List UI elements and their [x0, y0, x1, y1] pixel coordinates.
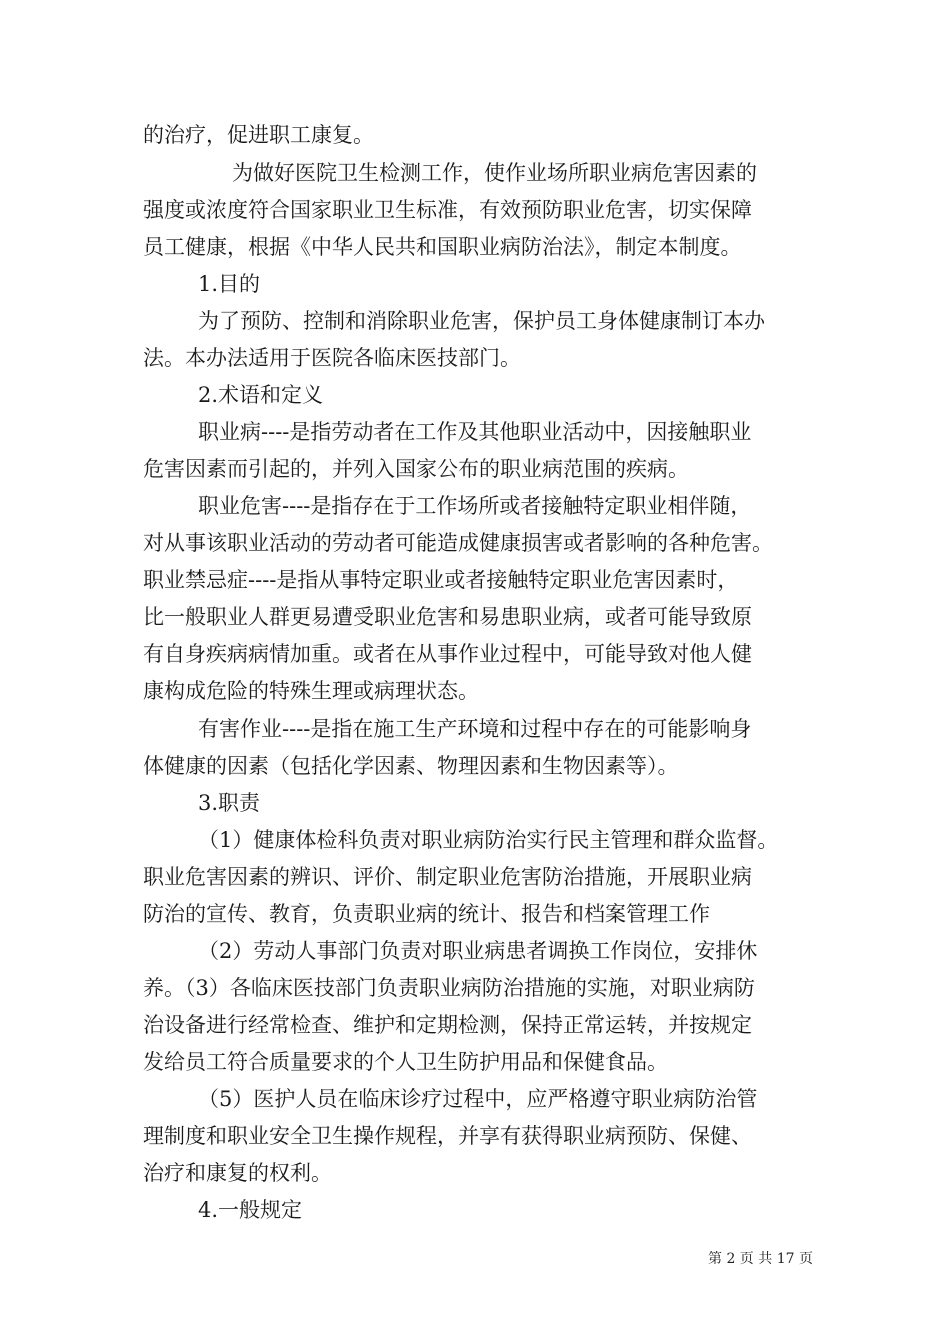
text-line: （1）健康体检科负责对职业病防治实行民主管理和群众监督。	[198, 828, 779, 852]
section-heading: 3.职责	[198, 791, 261, 815]
text-line: 对从事该职业活动的劳动者可能造成健康损害或者影响的各种危害。	[143, 531, 773, 555]
text-line: 为了预防、控制和消除职业危害，保护员工身体健康制订本办	[198, 309, 765, 333]
section-heading: 4.一般规定	[198, 1198, 303, 1222]
text-line: 养。（3）各临床医技部门负责职业病防治措施的实施，对职业病防	[143, 976, 755, 1000]
section-heading: 1.目的	[198, 272, 261, 296]
text-line: 有自身疾病病情加重。或者在从事作业过程中，可能导致对他人健	[143, 642, 752, 666]
text-line: 防治的宣传、教育，负责职业病的统计、报告和档案管理工作	[143, 902, 710, 926]
text-line: 治设备进行经常检查、维护和定期检测，保持正常运转，并按规定	[143, 1013, 752, 1037]
text-line: 法。本办法适用于医院各临床医技部门。	[143, 346, 521, 370]
text-line: 康构成危险的特殊生理或病理状态。	[143, 679, 479, 703]
text-line: 发给员工符合质量要求的个人卫生防护用品和保健食品。	[143, 1050, 668, 1074]
text-line: 治疗和康复的权利。	[143, 1161, 332, 1185]
text-line: 体健康的因素（包括化学因素、物理因素和生物因素等）。	[143, 754, 679, 778]
text-line: 危害因素而引起的，并列入国家公布的职业病范围的疾病。	[143, 457, 689, 481]
text-line: 职业危害因素的辨识、评价、制定职业危害防治措施，开展职业病	[143, 865, 752, 889]
text-line: 职业危害----是指存在于工作场所或者接触特定职业相伴随，	[198, 494, 752, 518]
text-line: 职业禁忌症----是指从事特定职业或者接触特定职业危害因素时，	[143, 568, 739, 592]
text-line: 为做好医院卫生检测工作，使作业场所职业病危害因素的	[232, 161, 757, 185]
section-heading: 2.术语和定义	[198, 383, 324, 407]
text-line: 有害作业----是指在施工生产环境和过程中存在的可能影响身	[198, 717, 752, 741]
text-line: （2）劳动人事部门负责对职业病患者调换工作岗位，安排休	[198, 939, 758, 963]
text-line: 比一般职业人群更易遭受职业危害和易患职业病，或者可能导致原	[143, 605, 752, 629]
text-line: 理制度和职业安全卫生操作规程，并享有获得职业病预防、保健、	[143, 1124, 752, 1148]
text-line: （5）医护人员在临床诊疗过程中，应严格遵守职业病防治管	[198, 1087, 758, 1111]
text-line: 员工健康，根据《中华人民共和国职业病防治法》，制定本制度。	[143, 235, 742, 259]
text-line: 强度或浓度符合国家职业卫生标准，有效预防职业危害，切实保障	[143, 198, 752, 222]
page-number: 第 2 页 共 17 页	[708, 1251, 813, 1267]
text-line: 的治疗，促进职工康复。	[143, 123, 374, 147]
text-line: 职业病----是指劳动者在工作及其他职业活动中，因接触职业	[198, 420, 752, 444]
